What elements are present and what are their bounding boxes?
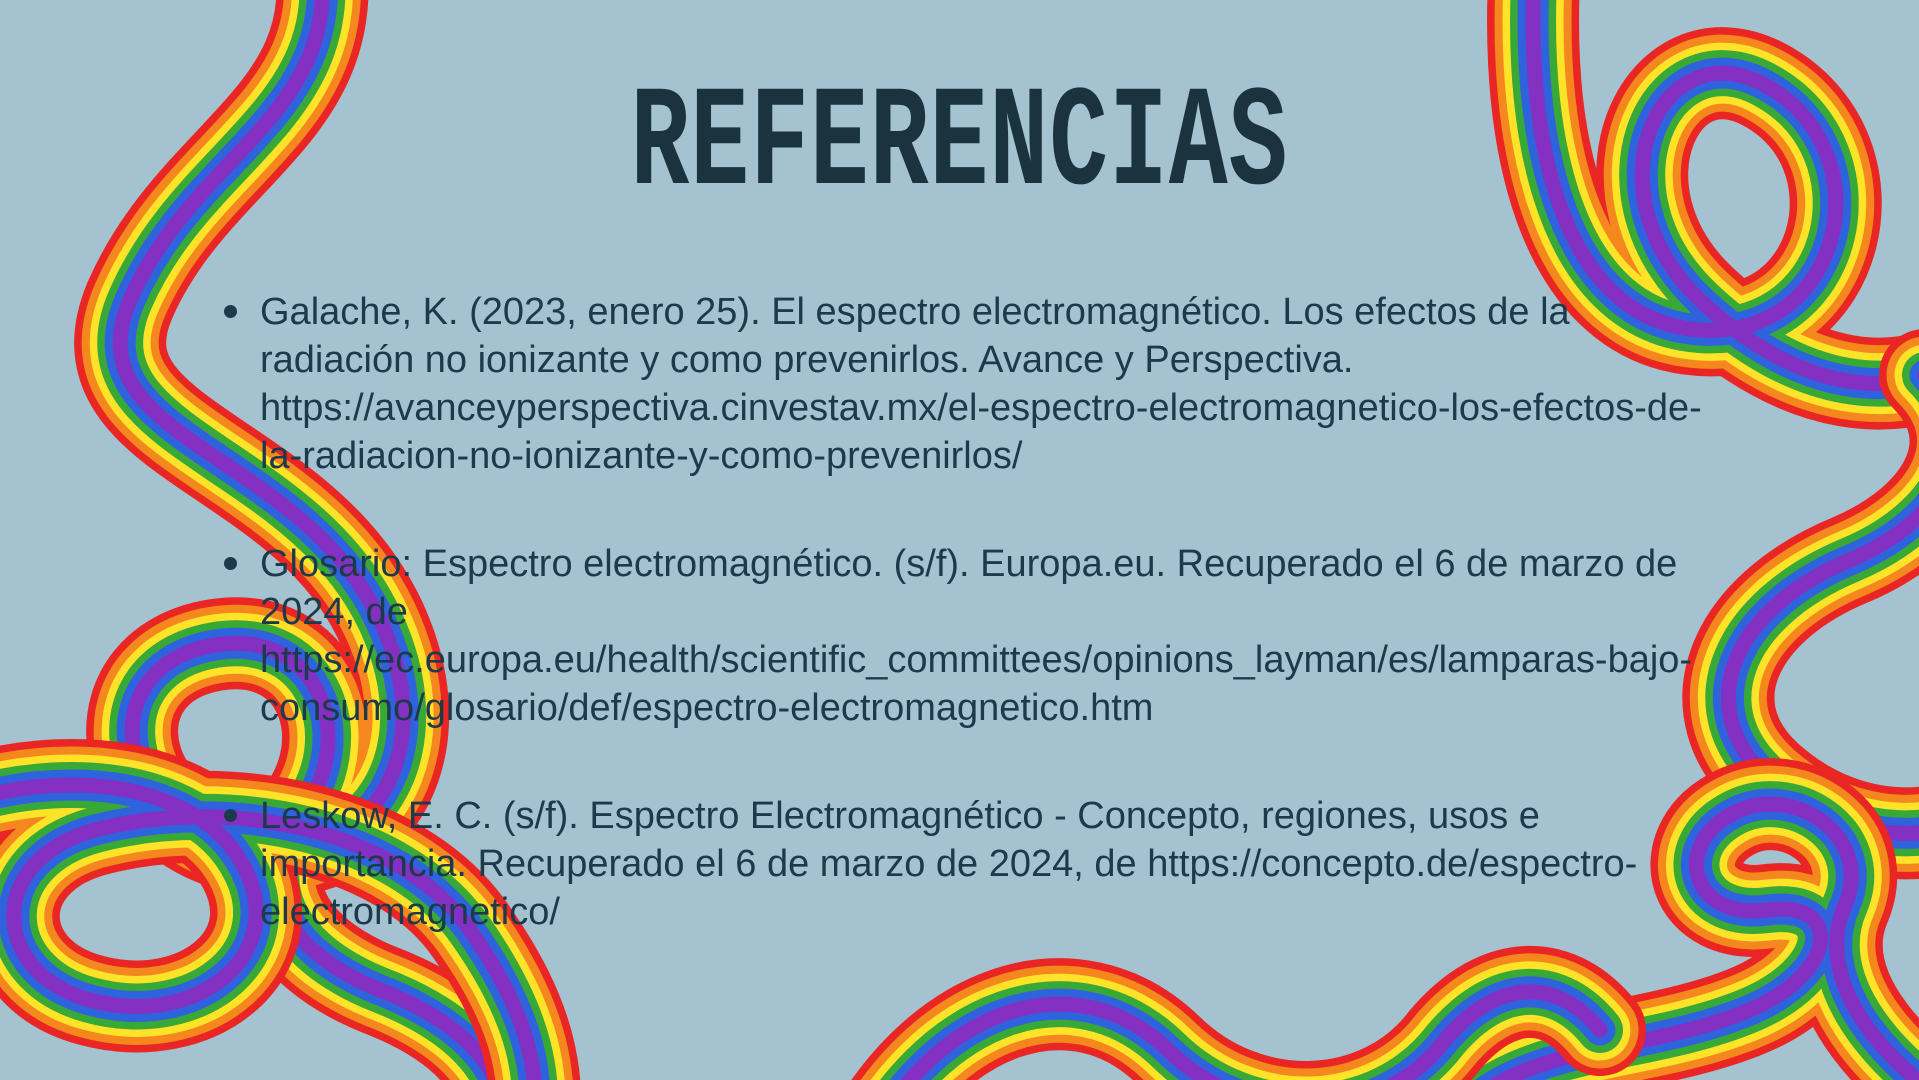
bullet-dot	[224, 557, 237, 570]
reference-text: Glosario: Espectro electromagnético. (s/f). Europa.eu. Recuperado el 6 de marzo de 2024, de https://ec.europa.eu/health/scientific_committees/opinions_layman/es/lamparas-bajo-consumo/glosario/def/espectro-electromagnetico.htm	[260, 543, 1693, 729]
bullet-dot	[224, 305, 237, 318]
reference-list	[224, 288, 1705, 996]
page-title-text: REFERENCIAS	[630, 64, 1289, 227]
page-title	[0, 64, 1919, 227]
bullet-dot	[224, 809, 237, 822]
reference-text: Galache, K. (2023, enero 25). El espectro electromagnético. Los efectos de la radiación no ionizante y como prevenirlos. Avance y Perspectiva. https://avanceyperspectiva.cinvestav.mx/el-espectro-electromagnetico-los-efectos-de-la-radiacion-no-ionizante-y-como-prevenirlos/	[260, 291, 1702, 477]
reference-item	[224, 288, 1705, 480]
reference-item	[224, 792, 1705, 936]
reference-item	[224, 540, 1705, 732]
reference-text: Leskow, E. C. (s/f). Espectro Electromagnético - Concepto, regiones, usos e importancia. Recuperado el 6 de marzo de 2024, de https://concepto.de/espectro-electromagnetico/	[260, 795, 1638, 933]
